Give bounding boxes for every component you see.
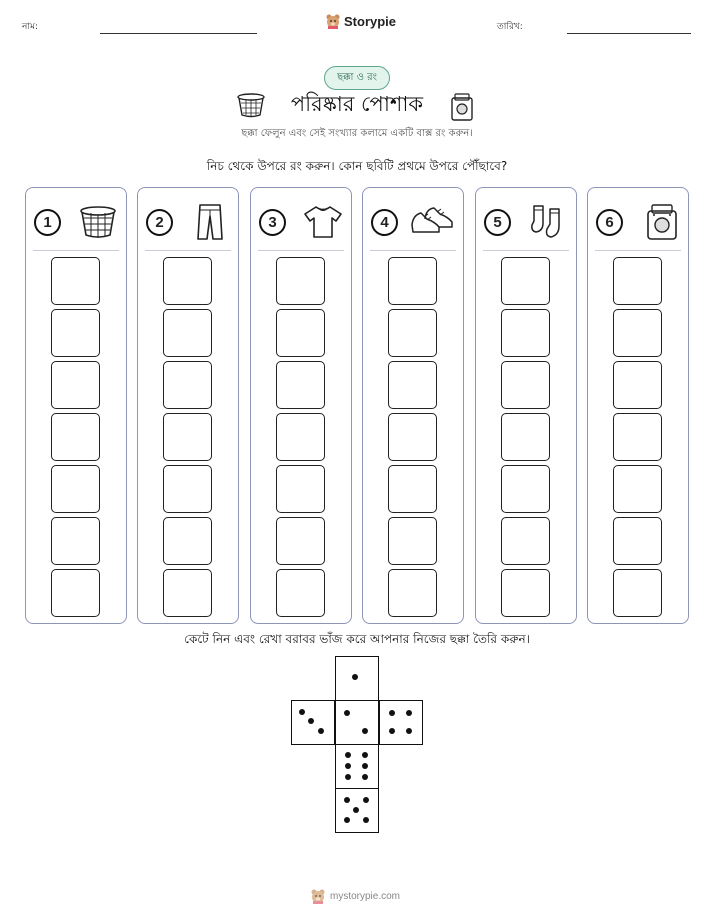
dice-pip	[362, 763, 368, 769]
bear-icon	[325, 13, 341, 29]
column-4	[362, 187, 464, 624]
date-label: তারিখ:	[497, 22, 523, 32]
color-box[interactable]	[51, 517, 100, 565]
color-box[interactable]	[163, 361, 212, 409]
dice-pip	[389, 710, 395, 716]
color-box[interactable]	[388, 257, 437, 305]
dice-pip	[308, 718, 314, 724]
color-box[interactable]	[276, 413, 325, 461]
color-box[interactable]	[501, 569, 550, 617]
dice-pip	[318, 728, 324, 734]
color-box[interactable]	[501, 413, 550, 461]
column-3	[250, 187, 352, 624]
pants-icon	[190, 202, 230, 242]
color-box[interactable]	[163, 309, 212, 357]
column-1	[25, 187, 127, 624]
color-box[interactable]	[388, 309, 437, 357]
color-box[interactable]	[501, 257, 550, 305]
color-box[interactable]	[501, 465, 550, 513]
color-box[interactable]	[388, 361, 437, 409]
color-box[interactable]	[51, 257, 100, 305]
color-box[interactable]	[276, 309, 325, 357]
column-2	[137, 187, 239, 624]
color-box[interactable]	[163, 517, 212, 565]
color-box[interactable]	[51, 413, 100, 461]
dice-pip	[344, 797, 350, 803]
column-divider	[258, 250, 344, 251]
column-divider	[595, 250, 681, 251]
dice-pip	[363, 817, 369, 823]
footer-url[interactable]: mystorypie.com	[330, 890, 401, 902]
color-box[interactable]	[51, 361, 100, 409]
dice-face-1	[335, 656, 379, 701]
column-divider	[370, 250, 456, 251]
column-5	[475, 187, 577, 624]
dice-pip	[345, 763, 351, 769]
dice-pip	[353, 807, 359, 813]
dice-face-2	[335, 700, 379, 745]
laundry-basket-icon	[78, 204, 118, 240]
instructions: ছক্কা ফেলুন এবং সেই সংখ্যার কলামে একটি বাক্স রং করুন।	[241, 128, 473, 139]
dice-pip	[344, 710, 350, 716]
color-box[interactable]	[613, 309, 662, 357]
color-box[interactable]	[276, 465, 325, 513]
color-box[interactable]	[163, 413, 212, 461]
column-6	[587, 187, 689, 624]
dice-face-6	[335, 744, 379, 789]
color-box[interactable]	[51, 569, 100, 617]
color-box[interactable]	[613, 465, 662, 513]
color-box[interactable]	[613, 257, 662, 305]
dice-pip	[345, 752, 351, 758]
cut-instructions: কেটে নিন এবং রেখা বরাবর ভাঁজ করে আপনার নিজের ছক্কা তৈরি করুন।	[184, 632, 530, 646]
column-divider	[145, 250, 231, 251]
color-box[interactable]	[276, 361, 325, 409]
dice-pip	[352, 674, 358, 680]
socks-icon	[528, 203, 568, 241]
color-box[interactable]	[276, 517, 325, 565]
dice-face-5	[335, 788, 379, 833]
color-box[interactable]	[613, 517, 662, 565]
sneakers-icon	[409, 205, 455, 239]
color-box[interactable]	[388, 569, 437, 617]
date-line[interactable]	[567, 33, 691, 34]
color-box[interactable]	[51, 309, 100, 357]
column-number: 5	[484, 209, 511, 236]
color-box[interactable]	[501, 309, 550, 357]
dice-pip	[362, 728, 368, 734]
color-box[interactable]	[51, 465, 100, 513]
washing-machine-icon	[449, 92, 475, 122]
color-box[interactable]	[613, 413, 662, 461]
column-number: 3	[259, 209, 286, 236]
color-box[interactable]	[501, 361, 550, 409]
brand-logo	[325, 13, 396, 29]
name-line[interactable]	[100, 33, 257, 34]
dice-pip	[345, 774, 351, 780]
activity-tag: ছক্কা ও রং	[324, 66, 390, 90]
color-box[interactable]	[613, 569, 662, 617]
color-box[interactable]	[388, 465, 437, 513]
dice-pip	[406, 728, 412, 734]
footer	[310, 888, 400, 904]
column-divider	[483, 250, 569, 251]
color-box[interactable]	[388, 413, 437, 461]
color-box[interactable]	[276, 569, 325, 617]
color-box[interactable]	[388, 517, 437, 565]
question: নিচ থেকে উপরে রং করুন। কোন ছবিটি প্রথমে উপরে পৌঁছাবে?	[206, 159, 508, 173]
name-label: নাম:	[22, 22, 39, 32]
page-title: পরিষ্কার পোশাক	[290, 92, 424, 116]
column-number: 1	[34, 209, 61, 236]
color-box[interactable]	[163, 465, 212, 513]
dice-pip	[363, 797, 369, 803]
dice-pip	[389, 728, 395, 734]
tshirt-icon	[303, 204, 343, 240]
color-box[interactable]	[163, 257, 212, 305]
dice-pip	[362, 774, 368, 780]
column-number: 2	[146, 209, 173, 236]
dice-pip	[406, 710, 412, 716]
dice-pip	[362, 752, 368, 758]
color-box[interactable]	[163, 569, 212, 617]
column-number: 4	[371, 209, 398, 236]
column-number: 6	[596, 209, 623, 236]
brand-name: Storypie	[344, 13, 397, 29]
washing-machine-icon	[644, 202, 680, 242]
color-box[interactable]	[501, 517, 550, 565]
column-divider	[33, 250, 119, 251]
dice-pip	[299, 709, 305, 715]
dice-face-4	[379, 700, 423, 745]
color-box[interactable]	[276, 257, 325, 305]
color-box[interactable]	[613, 361, 662, 409]
bear-icon	[310, 888, 326, 904]
dice-face-3	[291, 700, 335, 745]
dice-pip	[344, 817, 350, 823]
